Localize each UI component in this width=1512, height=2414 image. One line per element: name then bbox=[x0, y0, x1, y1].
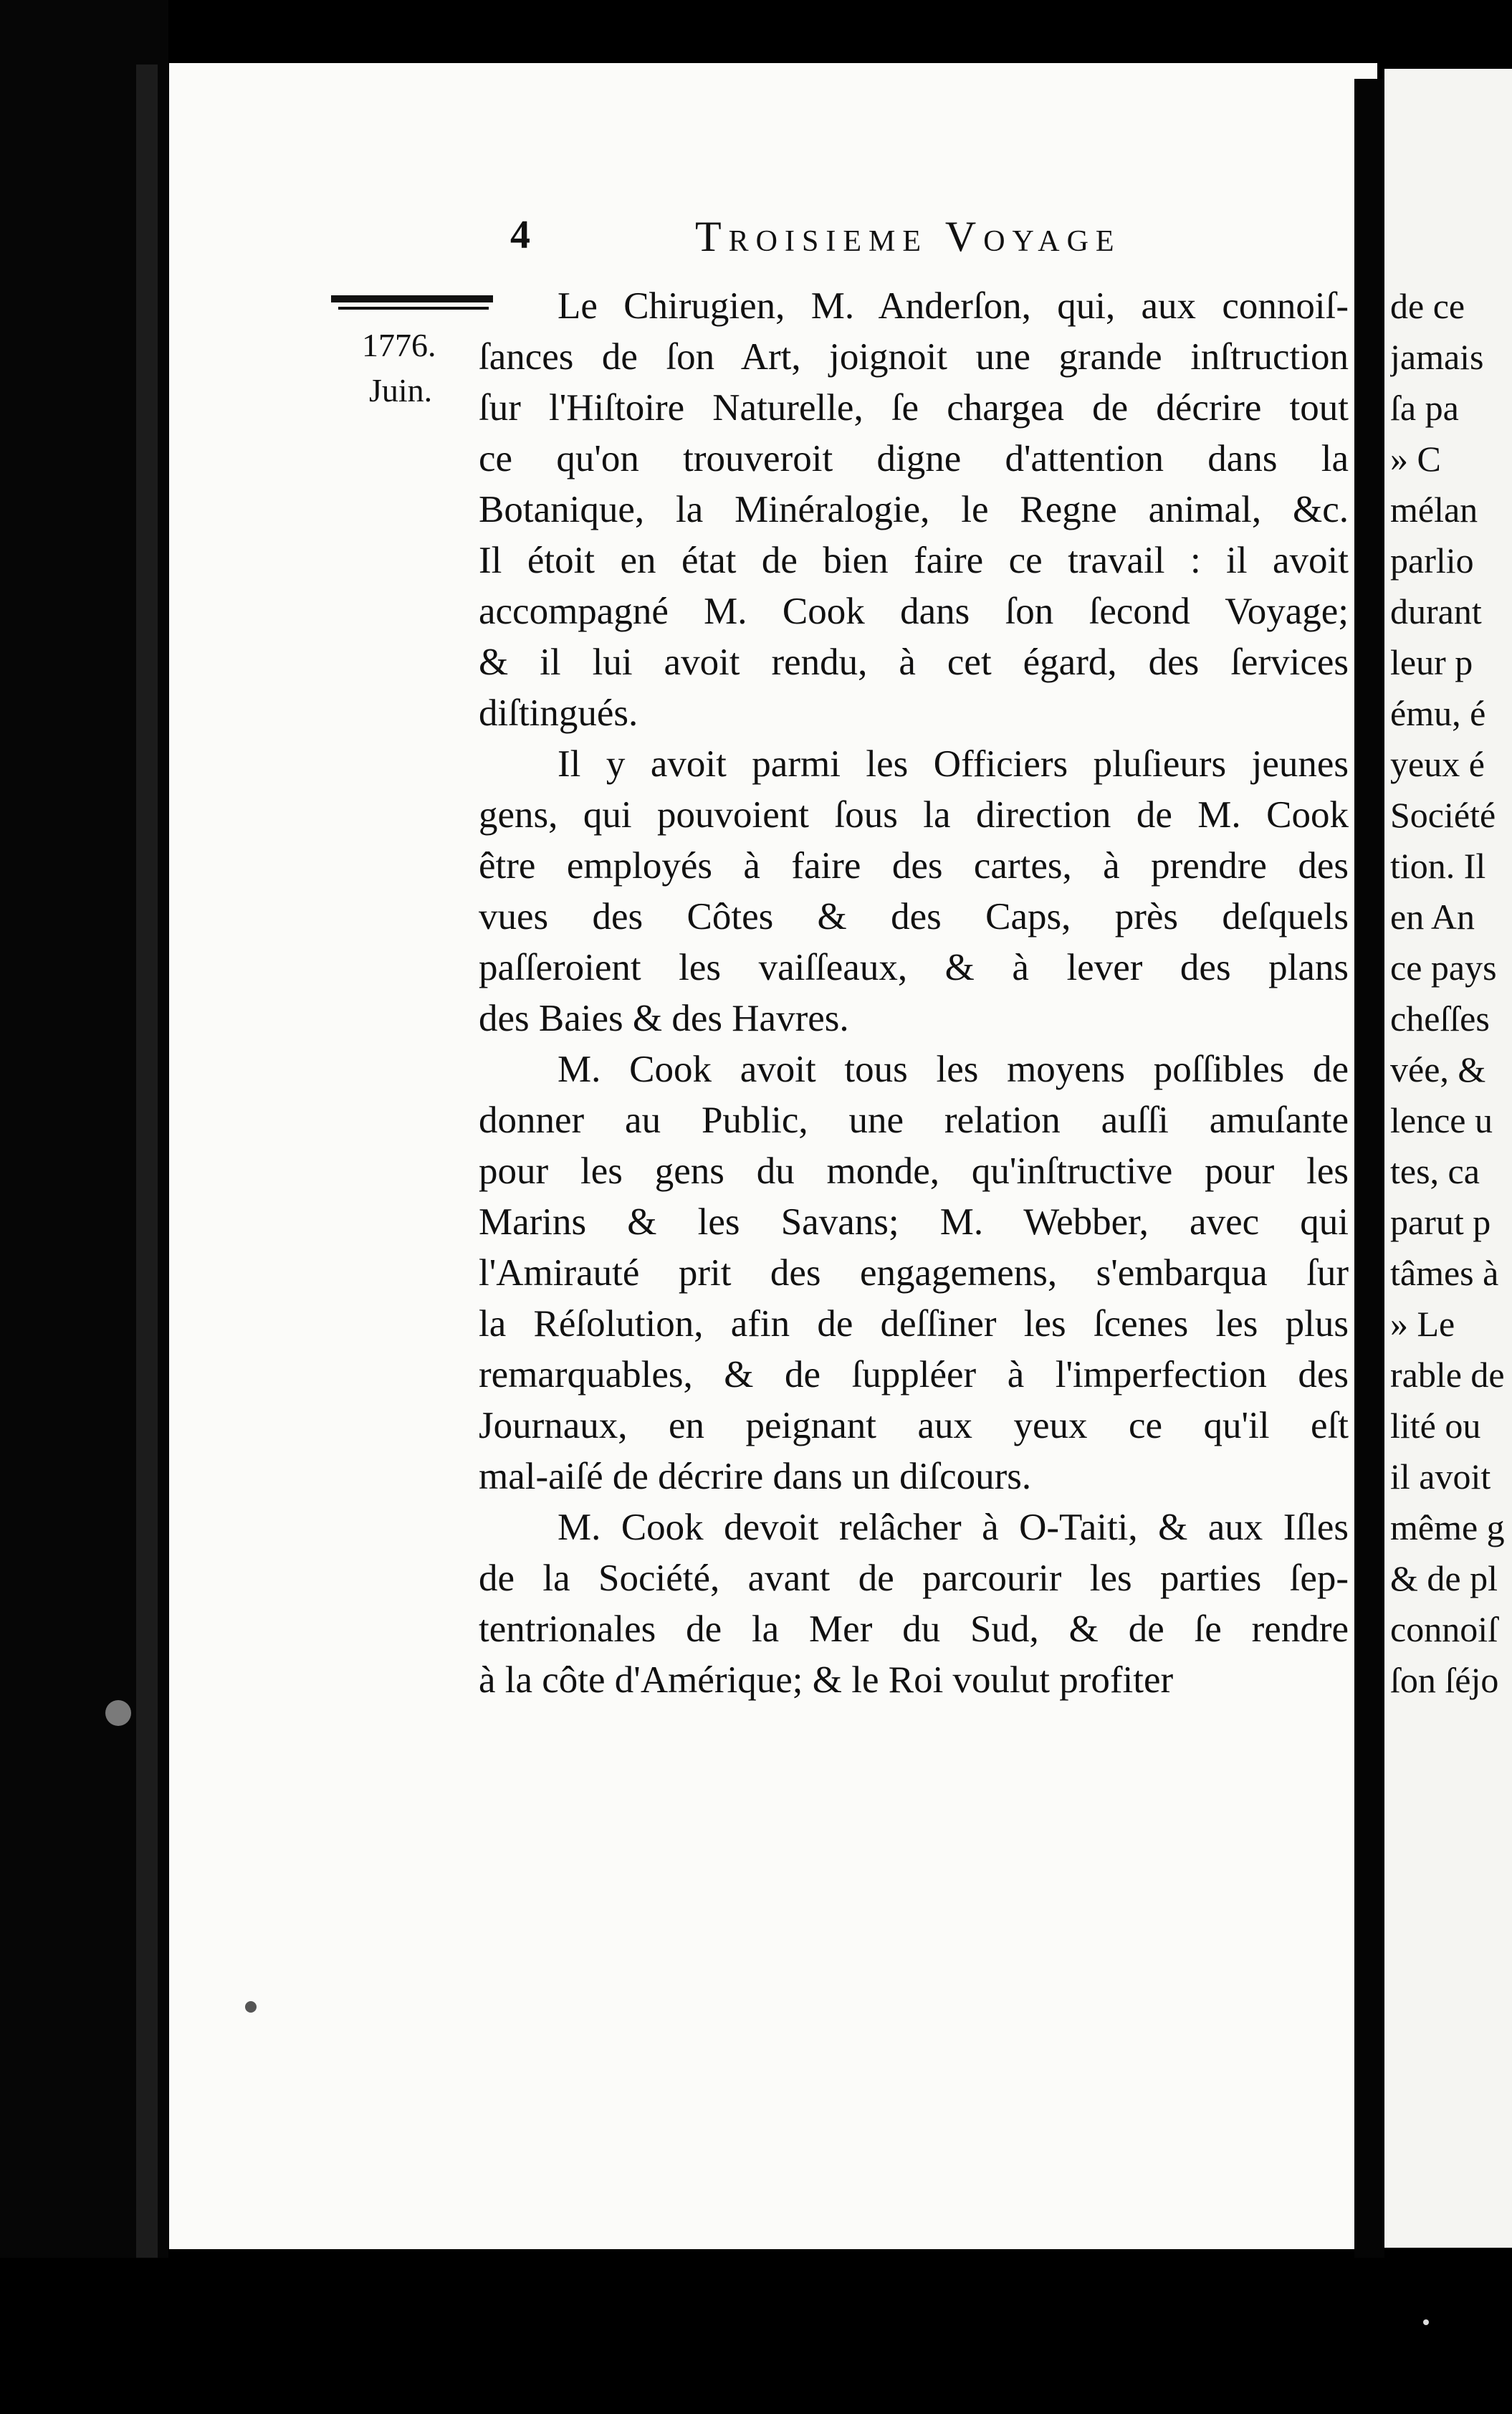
text-line: diſtingués. bbox=[479, 692, 638, 734]
text-line: à la côte d'Amérique; & le Roi voulut profiter bbox=[479, 1659, 1174, 1701]
margin-note-year: 1776. bbox=[362, 327, 436, 363]
text-line: tentrionales de la Mer du Sud, & de ſe rendre bbox=[479, 1608, 1349, 1650]
facing-page-line: leur p bbox=[1390, 642, 1473, 682]
facing-page-line: en An bbox=[1390, 897, 1475, 937]
text-line: gens, qui pouvoient ſous la direction de M. Cook bbox=[479, 794, 1349, 836]
running-title: Troisieme Voyage bbox=[695, 213, 1121, 260]
margin-note-month: Juin. bbox=[369, 372, 433, 409]
facing-page-line: même g bbox=[1390, 1507, 1505, 1547]
text-line: Marins & les Savans; M. Webber, avec qui bbox=[479, 1201, 1349, 1243]
facing-page-line: tion. Il bbox=[1390, 846, 1486, 886]
text-line: vues des Côtes & des Caps, près deſquels bbox=[479, 896, 1349, 938]
text-line: remarquables, & de ſuppléer à l'imperfection des bbox=[479, 1354, 1349, 1396]
facing-page-line: ce pays bbox=[1390, 948, 1497, 988]
facing-page-line: rable de bbox=[1390, 1355, 1505, 1395]
facing-page-line: lence u bbox=[1390, 1100, 1493, 1140]
facing-page-line: yeux é bbox=[1390, 744, 1485, 784]
page-number: 4 bbox=[510, 213, 530, 257]
facing-page-line: tes, ca bbox=[1390, 1151, 1480, 1191]
facing-page-line: mélan bbox=[1390, 490, 1478, 530]
facing-page-line: tâmes à bbox=[1390, 1253, 1499, 1293]
facing-page-line: cheſſes bbox=[1390, 998, 1490, 1039]
text-line: ſances de ſon Art, joignoit une grande inſtruction bbox=[479, 336, 1349, 378]
text-line: pour les gens du monde, qu'inſtructive pour les bbox=[479, 1150, 1349, 1192]
text-line: l'Amirauté prit des engagemens, s'embarqua ſur bbox=[479, 1252, 1349, 1294]
text-line: ce qu'on trouveroit digne d'attention dans la bbox=[479, 438, 1349, 480]
text-line: des Baies & des Havres. bbox=[479, 998, 849, 1039]
facing-page-line: parlio bbox=[1390, 540, 1474, 581]
facing-page-line: ſa pa bbox=[1390, 388, 1459, 428]
text-line: paſſeroient les vaiſſeaux, & à lever des plans bbox=[479, 947, 1349, 988]
facing-page-line: parut p bbox=[1390, 1202, 1491, 1242]
text-line: Il étoit en état de bien faire ce travail : il avoit bbox=[479, 540, 1349, 581]
text-line: Botanique, la Minéralogie, le Regne animal, &c. bbox=[479, 489, 1349, 530]
facing-page-line: jamais bbox=[1390, 337, 1484, 377]
text-line: donner au Public, une relation auſſi amuſante bbox=[479, 1099, 1349, 1141]
scan-speck bbox=[105, 1700, 131, 1726]
text-line: être employés à faire des cartes, à prendre des bbox=[479, 845, 1349, 887]
facing-page-line: ému, é bbox=[1390, 693, 1486, 733]
facing-page-line: & de pl bbox=[1390, 1558, 1498, 1598]
facing-page-line: connoiſ bbox=[1390, 1609, 1498, 1649]
scan-speck bbox=[1423, 2319, 1429, 2325]
facing-page-line: durant bbox=[1390, 591, 1482, 631]
text-line: M. Cook devoit relâcher à O-Taiti, & aux Iſles bbox=[558, 1507, 1349, 1548]
facing-page-line: lité ou bbox=[1390, 1406, 1481, 1446]
text-line: mal-aiſé de décrire dans un diſcours. bbox=[479, 1456, 1032, 1497]
text-line: Journaux, en peignant aux yeux ce qu'il eſt bbox=[479, 1405, 1349, 1446]
text-line: M. Cook avoit tous les moyens poſſibles de bbox=[558, 1049, 1349, 1090]
facing-page-line: » Le bbox=[1390, 1304, 1455, 1344]
text-line: de la Société, avant de parcourir les parties ſep- bbox=[479, 1557, 1349, 1599]
text-line: accompagné M. Cook dans ſon ſecond Voyage; bbox=[479, 591, 1349, 632]
scan-speck bbox=[245, 2001, 257, 2013]
text-line: Il y avoit parmi les Officiers pluſieurs jeunes bbox=[558, 743, 1349, 785]
text-line: & il lui avoit rendu, à cet égard, des ſervices bbox=[479, 641, 1349, 683]
facing-page-line: Société bbox=[1390, 795, 1496, 835]
text-line: ſur l'Hiſtoire Naturelle, ſe chargea de décrire tout bbox=[479, 387, 1349, 429]
facing-page-line: il avoit bbox=[1390, 1456, 1491, 1497]
facing-page-line: ſon ſéjo bbox=[1390, 1660, 1499, 1700]
text-line: la Réſolution, afin de deſſiner les ſcenes les plus bbox=[479, 1303, 1349, 1345]
facing-page-line: de ce bbox=[1390, 286, 1465, 326]
text-line: Le Chirugien, M. Anderſon, qui, aux connoiſ- bbox=[558, 285, 1349, 327]
facing-page-line: » C bbox=[1390, 439, 1441, 479]
facing-page-line: vée, & bbox=[1390, 1049, 1486, 1089]
